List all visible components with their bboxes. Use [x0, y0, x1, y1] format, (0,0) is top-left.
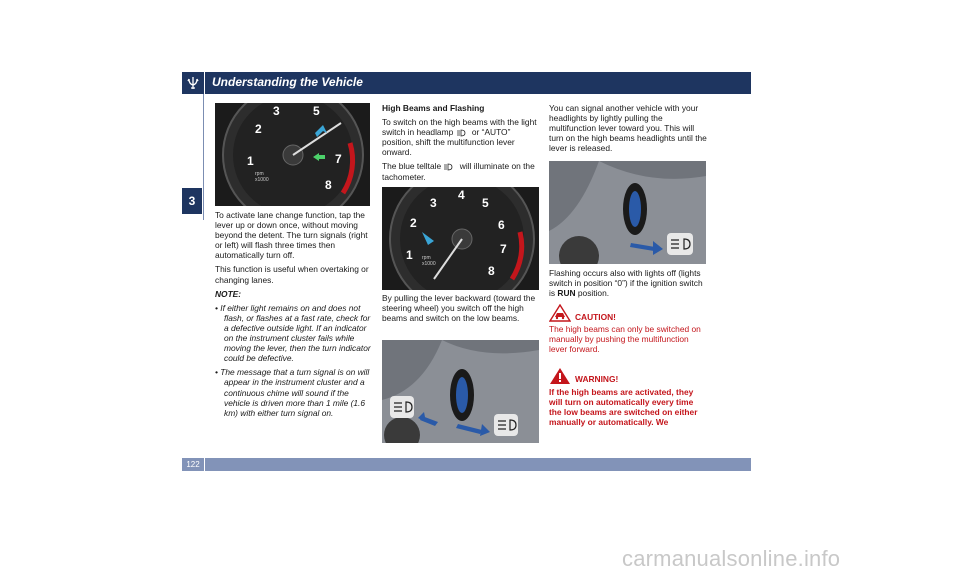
gauge-number: 7: [500, 242, 507, 256]
caution-block: [549, 304, 707, 322]
caution-title: CAUTION!: [575, 312, 616, 323]
gauge-number: 3: [430, 196, 437, 210]
lever-flash-image: [549, 161, 706, 264]
note-bullet: • If either light remains on and does not flash, or flashes at a fast rate, check for a defective outside light. If an indicator on the instrument cluster fails while moving the lever, then the turn indicator could be defective.: [215, 302, 371, 364]
gauge-number: 3: [273, 104, 280, 118]
section-title: Understanding the Vehicle: [212, 75, 363, 89]
warning-icon: [549, 367, 571, 385]
column-2-lower: [382, 293, 539, 327]
column-3-lower: [549, 268, 707, 431]
gauge-number: 4: [458, 188, 465, 202]
tachometer-high-beam-image: [382, 187, 539, 290]
rpm-label: rpm: [255, 171, 264, 177]
paragraph: This function is useful when overtaking or changing lanes.: [215, 264, 369, 285]
caution-car-icon: [549, 304, 571, 322]
paragraph: To switch on the high beams with the light switch in headlamp or “AUTO” position, shift the multifunction lever onward.: [382, 117, 537, 158]
chapter-tab: 3: [182, 188, 202, 214]
blue-telltale-icon: [443, 163, 457, 171]
page-header: [182, 72, 751, 94]
page-footer: [182, 458, 751, 471]
gauge-number: 1: [247, 154, 254, 168]
watermark: carmanualsonline.info: [622, 546, 841, 571]
gauge-number: 1: [406, 248, 413, 262]
column-3: [549, 103, 707, 157]
note-title: NOTE:: [215, 288, 242, 299]
tachometer-turn-signal-image: [215, 103, 370, 206]
caution-text: The high beams can only be switched on manually by pushing the multifunction lever forward.: [549, 324, 701, 355]
paragraph: To activate lane change function, tap the lever up or down once, without moving beyond the detent. The turn signals (right or left) will flash three times then automatically turn off.: [215, 210, 368, 261]
trident-logo-icon: [182, 72, 205, 94]
x1000-label: x1000: [422, 261, 436, 267]
gauge-number: 5: [482, 196, 489, 210]
paragraph: The blue telltale will illuminate on the tachometer.: [382, 161, 535, 182]
gauge-number: 2: [410, 216, 417, 230]
paragraph: Flashing occurs also with lights off (lights switch in position “0”) if the ignition switch is RUN position.: [549, 268, 703, 299]
gauge-number: 8: [325, 178, 332, 192]
paragraph: You can signal another vehicle with your headlights by lightly pulling the multifunction lever toward you. This will turn on the high beams headlights until the lever is released.: [549, 103, 707, 154]
warning-text: If the high beams are activated, they will turn on automatically every time the low beams are switched on either manually or automatically. We: [549, 386, 698, 427]
high-beam-icon: [456, 129, 470, 137]
gauge-number: 5: [313, 104, 320, 118]
page-number: 122: [182, 458, 205, 471]
gauge-number: 8: [488, 264, 495, 278]
note-bullet: • The message that a turn signal is on will appear in the instrument cluster and a continuous chime will sound if the vehicle is driven more than 1 mile (1.6 km) with either turn signal on.: [215, 367, 370, 418]
column-1: [215, 210, 375, 422]
section-heading: High Beams and Flashing: [382, 103, 485, 113]
rpm-label: rpm: [422, 255, 431, 261]
warning-title: WARNING!: [575, 374, 619, 385]
gauge-number: 2: [255, 122, 262, 136]
warning-block: [549, 367, 707, 385]
side-divider: [203, 94, 204, 220]
x1000-label: x1000: [255, 177, 269, 183]
column-2: [382, 103, 539, 186]
gauge-number: 7: [335, 152, 342, 166]
gauge-number: 6: [498, 218, 505, 232]
paragraph: By pulling the lever backward (toward the steering wheel) you switch off the high beams and switch on the low beams.: [382, 293, 536, 324]
lever-push-pull-image: [382, 340, 539, 443]
